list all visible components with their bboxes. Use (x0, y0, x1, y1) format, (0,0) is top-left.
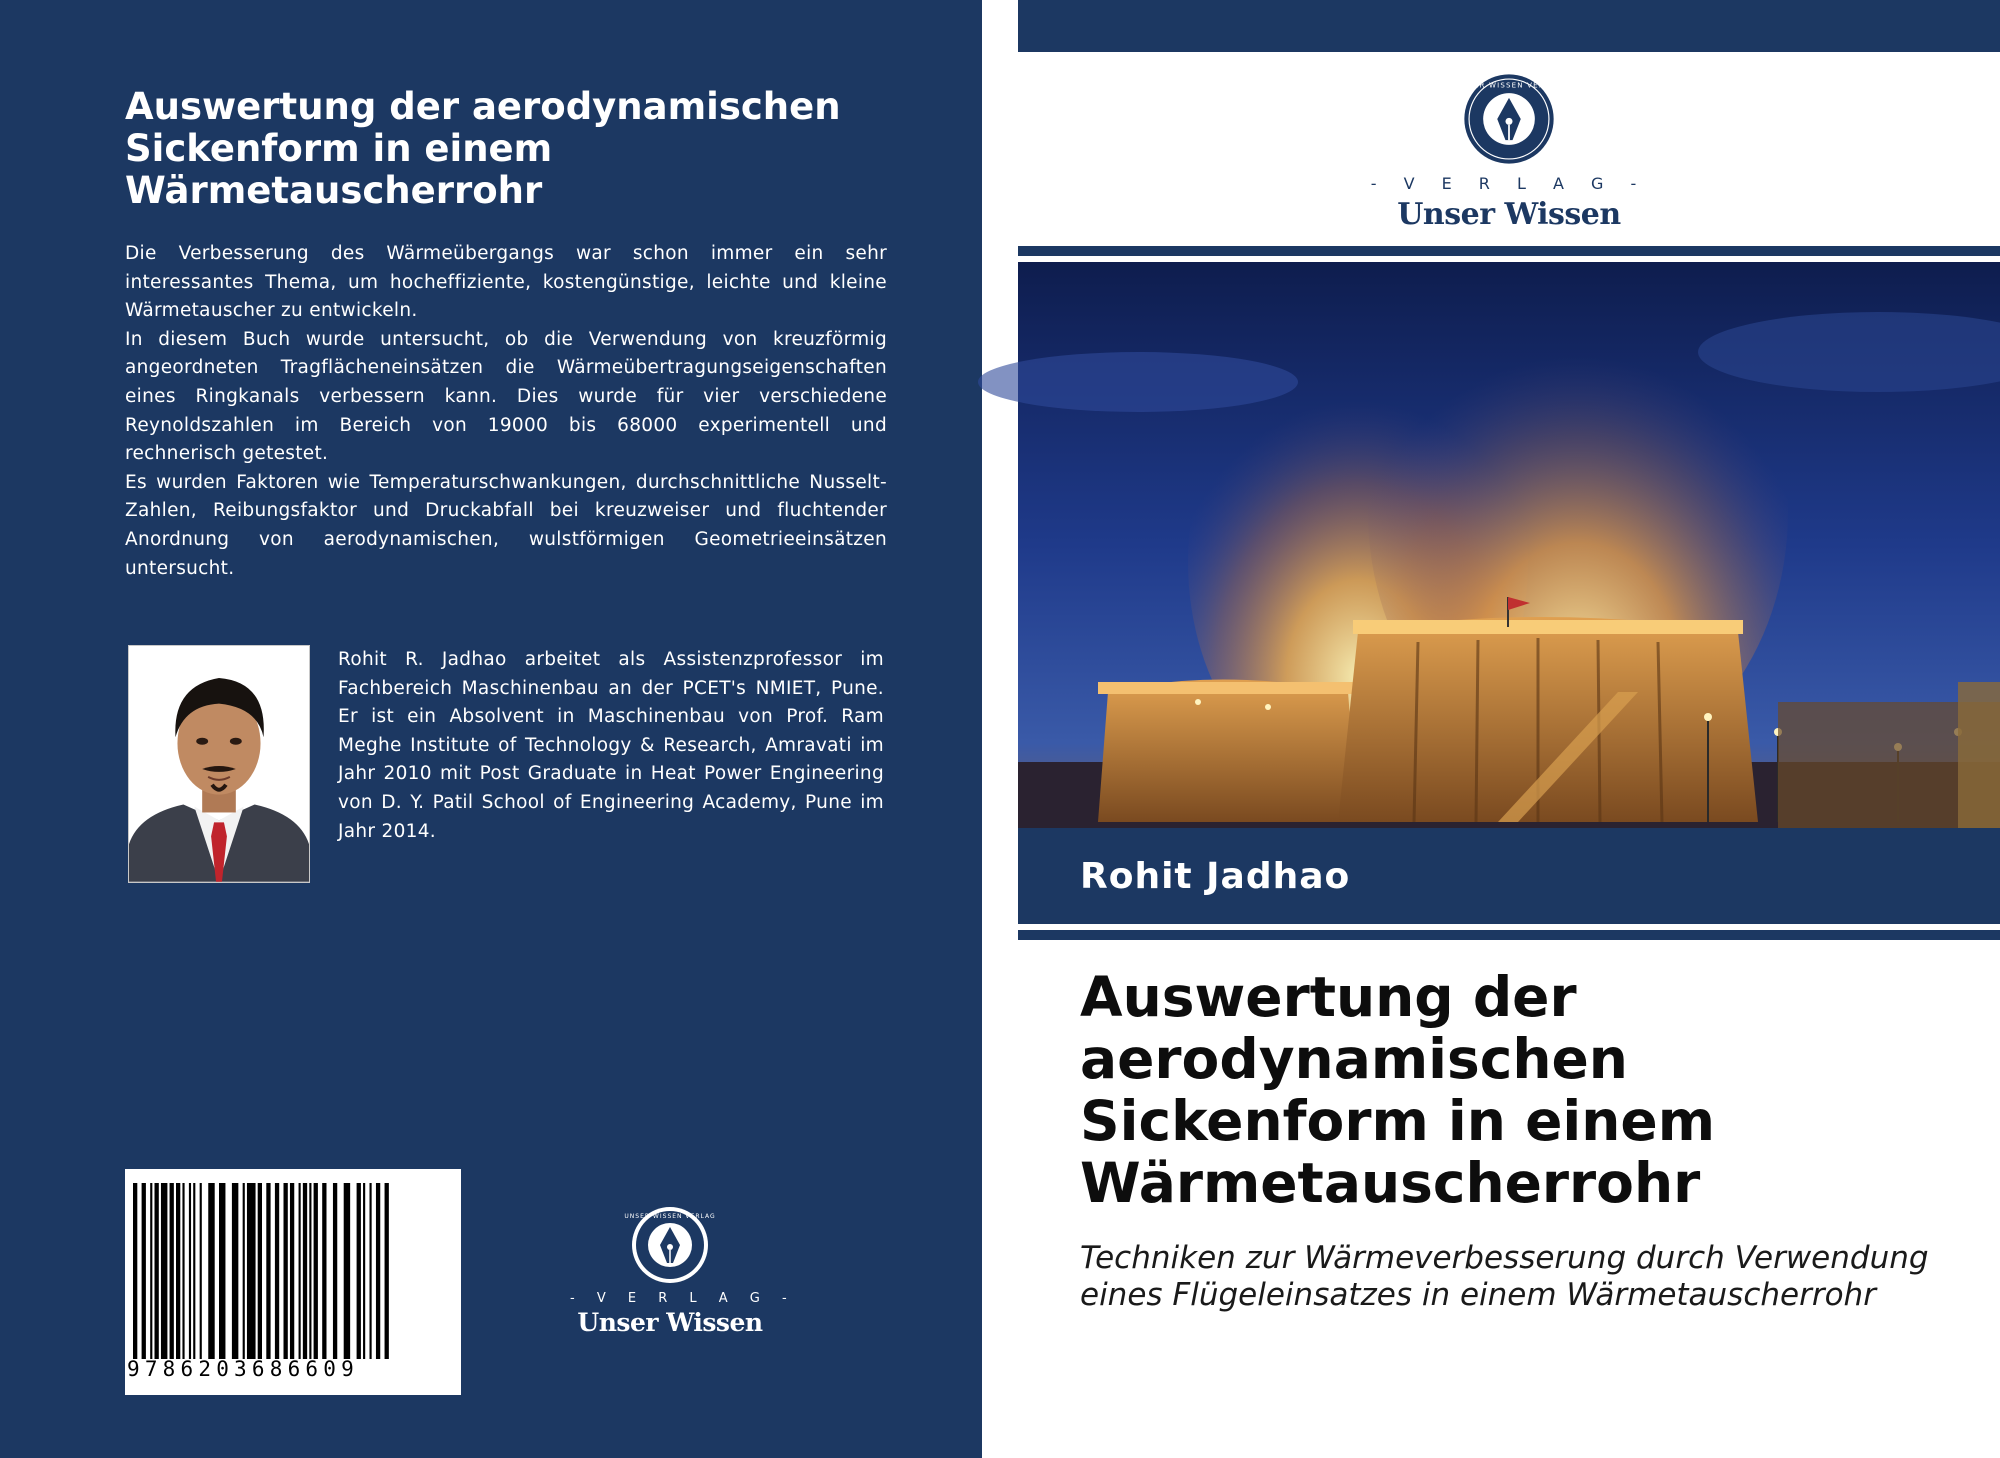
publisher-name: Unser Wissen (1397, 197, 1621, 232)
author-band (1018, 828, 2000, 924)
publisher-verlag-label: - V E R L A G - (570, 1291, 796, 1306)
isbn-barcode (125, 1169, 461, 1395)
divider-rule (1018, 246, 2000, 256)
top-bar (1018, 0, 2000, 52)
description-paragraph: In diesem Buch wurde untersucht, ob die Verwendung von kreuzförmig angeordneten Tragflächeneinsätzen die Wärmeübertragungseigenschaften eines Ringkanals verbessern kann. Dies wurde für vier verschiedene Reynoldszahlen im Bereich von 19000 bis 68000 experimentell und rechnerisch getestet. (125, 328, 887, 465)
barcode-bar (357, 1183, 361, 1359)
barcode-bar (275, 1183, 279, 1359)
divider-rule (1018, 930, 2000, 940)
back-cover-title: Auswertung der aerodynamischen Sickenform in einem Wärmetauscherrohr (125, 85, 841, 212)
barcode-bar (189, 1183, 191, 1359)
barcode-bar (133, 1183, 137, 1359)
publisher-emblem (570, 1205, 770, 1285)
book-description (125, 240, 887, 583)
barcode-bar (247, 1183, 256, 1359)
isbn-number: 9786203686609 (127, 1357, 359, 1381)
emblem-ring-text: UNSER WISSEN VERLAG (1455, 80, 1563, 90)
barcode-bar (344, 1183, 350, 1359)
barcode-bar (200, 1183, 202, 1359)
barcode-bar (170, 1183, 174, 1359)
author-bio: Rohit R. Jadhao arbeitet als Assistenzprofessor im Fachbereich Maschinenbau an der PCET's NMIET, Pune. Er ist ein Absolvent in Maschinenbau von Prof. Ram Meghe Institute of Technology & Research, Amravati im Jahr 2010 mit Post Graduate in Heat Power Engineering von D. Y. Patil School of Engineering Academy, Pune im Jahr 2014. (338, 649, 884, 842)
fountain-pen-nib-icon (624, 1205, 716, 1285)
barcode-bar (266, 1183, 270, 1359)
cover-photo-cooling-towers (1018, 262, 2000, 828)
barcode-bar (314, 1183, 318, 1359)
publisher-name: Unser Wissen (577, 1308, 763, 1337)
barcode-bar (150, 1183, 152, 1359)
barcode-bar (243, 1183, 245, 1359)
barcode-bar (290, 1183, 294, 1359)
barcode-bar (385, 1183, 389, 1359)
back-cover (0, 0, 982, 1458)
emblem-ring-text: UNSER WISSEN VERLAG (624, 1213, 716, 1220)
barcode-bar (309, 1183, 311, 1359)
barcode-bar (193, 1183, 195, 1359)
barcode-bar (232, 1183, 238, 1359)
barcode-bar (142, 1183, 146, 1359)
book-subtitle: Techniken zur Wärmeverbesserung durch Verwendung eines Flügeleinsatzes in einem Wärmetauscherrohr (1080, 1240, 1929, 1313)
barcode-bar (219, 1183, 225, 1359)
barcode-bar (208, 1183, 214, 1359)
barcode-bar (299, 1183, 301, 1359)
description-paragraph: Es wurden Faktoren wie Temperaturschwankungen, durchschnittliche Nusselt-Zahlen, Reibungsfaktor und Druckabfall bei kreuzweiser und fluchtender Anordnung von aerodynamischen, wulstförmigen Geometrieeinsätzen untersucht. (125, 471, 887, 579)
back-publisher-logo (570, 1205, 796, 1337)
cooling-tower-image (1018, 262, 2000, 828)
barcode-bar (161, 1183, 167, 1359)
publisher-verlag-label: - V E R L A G - (1370, 174, 1648, 193)
author-photo (128, 645, 310, 883)
author-name: Rohit Jadhao (1080, 856, 1351, 897)
barcode-bar (370, 1183, 372, 1359)
front-cover (1018, 0, 2000, 1458)
barcode-bar (376, 1183, 380, 1359)
publisher-emblem (1018, 72, 2000, 166)
fountain-pen-nib-icon (1455, 72, 1563, 166)
barcode-bar (303, 1183, 307, 1359)
barcode-bar (182, 1183, 184, 1359)
barcode-bar (258, 1183, 262, 1359)
barcode-bar (284, 1183, 288, 1359)
barcode-bar (333, 1183, 337, 1359)
author-portrait-icon (129, 646, 309, 882)
barcode-bar (155, 1183, 159, 1359)
description-paragraph: Die Verbesserung des Wärmeübergangs war schon immer ein sehr interessantes Thema, um hocheffiziente, kostengünstige, leichte und kleine Wärmetauscher zu entwickeln. (125, 243, 887, 322)
barcode-bar (363, 1183, 365, 1359)
barcode-bar (322, 1183, 326, 1359)
front-publisher-logo (1018, 72, 2000, 232)
barcode-bar (176, 1183, 180, 1359)
book-title: Auswertung der aerodynamischen Sickenform in einem Wärmetauscherrohr (1080, 965, 1715, 1215)
